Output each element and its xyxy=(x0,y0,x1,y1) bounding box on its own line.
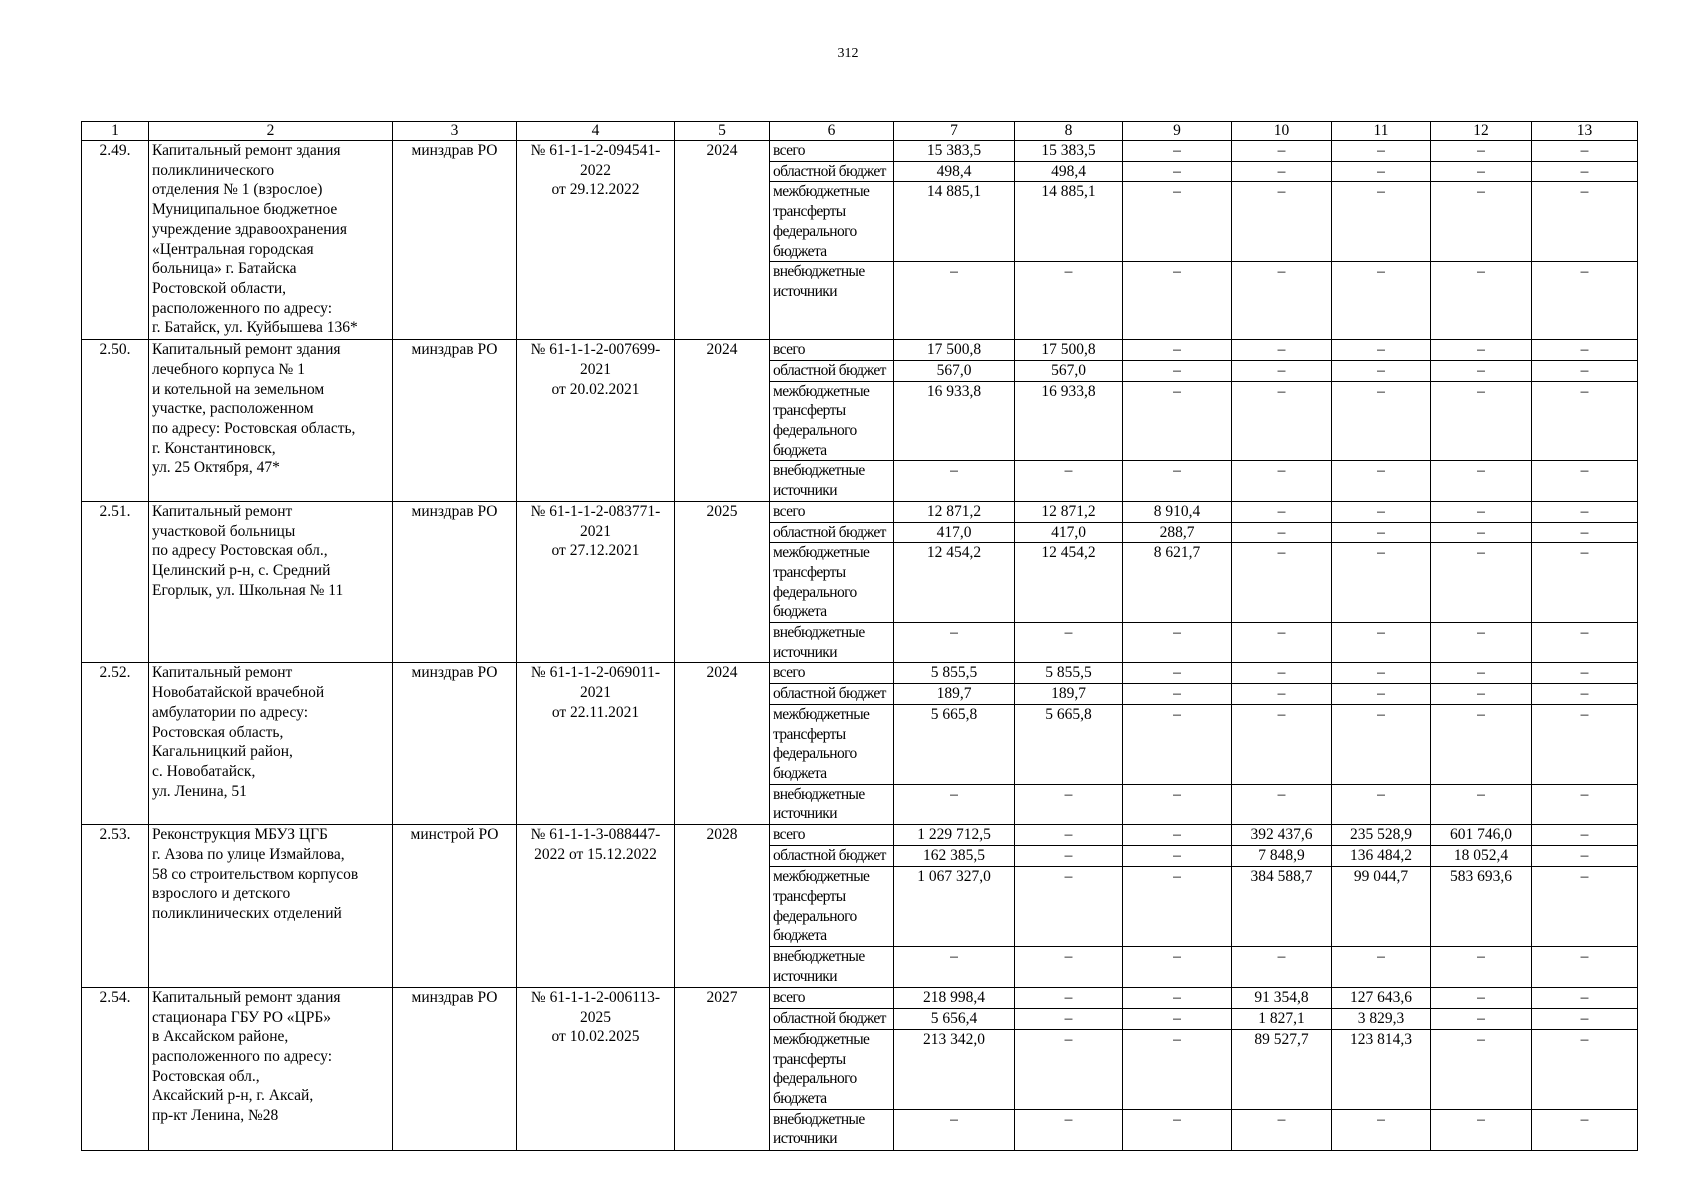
funding-source-label: всего xyxy=(770,501,894,522)
funding-source-label: межбюджетные трансферты федерального бюджета xyxy=(770,704,894,784)
amount-cell: – xyxy=(1332,141,1431,162)
amount-cell: 12 454,2 xyxy=(894,543,1015,623)
amount-cell: – xyxy=(1332,161,1431,182)
amount-cell: 12 454,2 xyxy=(1015,543,1123,623)
amount-cell: – xyxy=(1332,784,1431,824)
amount-cell: – xyxy=(1431,360,1532,381)
amount-cell: – xyxy=(1232,161,1332,182)
amount-cell: – xyxy=(1015,461,1123,501)
column-header: 1 xyxy=(82,122,149,141)
amount-cell: 235 528,9 xyxy=(1332,825,1431,846)
amount-cell: 5 855,5 xyxy=(894,663,1015,684)
table-row xyxy=(82,340,1638,361)
amount-cell: – xyxy=(894,1109,1015,1150)
object-name: Капитальный ремонт здания лечебного корпуса № 1 и котельной на земельном участке, расположенном по адресу: Ростовская область, г. Константиновск, ул. 25 Октября, 47* xyxy=(149,340,393,502)
funding-source-label: межбюджетные трансферты федерального бюджета xyxy=(770,381,894,461)
amount-cell: – xyxy=(1431,684,1532,705)
amount-cell: 99 044,7 xyxy=(1332,867,1431,947)
amount-cell: 1 067 327,0 xyxy=(894,867,1015,947)
amount-cell: – xyxy=(1123,461,1232,501)
column-header: 6 xyxy=(770,122,894,141)
amount-cell: 5 665,8 xyxy=(894,704,1015,784)
funding-source-label: внебюджетные источники xyxy=(770,461,894,501)
completion-year: 2025 xyxy=(675,501,770,663)
object-name: Капитальный ремонт участковой больницы по адресу Ростовская обл., Целинский р-н, с. Средний Егорлык, ул. Школьная № 11 xyxy=(149,501,393,663)
amount-cell: – xyxy=(1431,461,1532,501)
amount-cell: – xyxy=(1232,360,1332,381)
funding-source-label: внебюджетные источники xyxy=(770,1109,894,1150)
amount-cell: – xyxy=(1123,381,1232,461)
amount-cell: – xyxy=(1332,182,1431,262)
amount-cell: – xyxy=(1431,543,1532,623)
amount-cell: – xyxy=(1532,262,1638,340)
amount-cell: 18 052,4 xyxy=(1431,846,1532,867)
amount-cell: – xyxy=(1431,182,1532,262)
amount-cell: – xyxy=(1123,360,1232,381)
column-header: 4 xyxy=(517,122,675,141)
amount-cell: – xyxy=(1431,704,1532,784)
funding-source-label: областной бюджет xyxy=(770,161,894,182)
amount-cell: 16 933,8 xyxy=(1015,381,1123,461)
amount-cell: – xyxy=(1332,360,1431,381)
amount-cell: 5 665,8 xyxy=(1015,704,1123,784)
amount-cell: 8 910,4 xyxy=(1123,501,1232,522)
expertise-document: № 61-1-1-3-088447- 2022 от 15.12.2022 xyxy=(517,825,675,988)
amount-cell: – xyxy=(1431,161,1532,182)
amount-cell: – xyxy=(1015,784,1123,824)
amount-cell: – xyxy=(1232,623,1332,663)
amount-cell: – xyxy=(1532,161,1638,182)
amount-cell: – xyxy=(1532,141,1638,162)
amount-cell: – xyxy=(1232,543,1332,623)
amount-cell: – xyxy=(1532,867,1638,947)
funding-source-label: всего xyxy=(770,340,894,361)
amount-cell: – xyxy=(1232,141,1332,162)
amount-cell: – xyxy=(1232,946,1332,987)
amount-cell: – xyxy=(1532,1109,1638,1150)
amount-cell: 392 437,6 xyxy=(1232,825,1332,846)
funding-source-label: областной бюджет xyxy=(770,360,894,381)
amount-cell: – xyxy=(1015,846,1123,867)
item-number: 2.53. xyxy=(82,825,149,988)
amount-cell: – xyxy=(1332,623,1431,663)
amount-cell: 17 500,8 xyxy=(894,340,1015,361)
expertise-document: № 61-1-1-2-094541- 2022 от 29.12.2022 xyxy=(517,141,675,340)
amount-cell: 5 656,4 xyxy=(894,1008,1015,1029)
amount-cell: – xyxy=(1123,987,1232,1008)
expertise-document: № 61-1-1-2-069011- 2021 от 22.11.2021 xyxy=(517,663,675,825)
amount-cell: – xyxy=(1123,946,1232,987)
amount-cell: – xyxy=(1332,543,1431,623)
table-row xyxy=(82,987,1638,1008)
column-number-row xyxy=(82,122,1638,141)
amount-cell: – xyxy=(1431,262,1532,340)
amount-cell: – xyxy=(1232,663,1332,684)
amount-cell: 5 855,5 xyxy=(1015,663,1123,684)
amount-cell: – xyxy=(894,262,1015,340)
completion-year: 2024 xyxy=(675,663,770,825)
amount-cell: – xyxy=(1232,522,1332,543)
amount-cell: – xyxy=(1232,501,1332,522)
responsible-agency: минздрав РО xyxy=(393,141,517,340)
amount-cell: – xyxy=(1431,1008,1532,1029)
amount-cell: 218 998,4 xyxy=(894,987,1015,1008)
amount-cell: – xyxy=(1015,867,1123,947)
amount-cell: – xyxy=(1532,704,1638,784)
completion-year: 2024 xyxy=(675,141,770,340)
amount-cell: – xyxy=(1232,381,1332,461)
amount-cell: 288,7 xyxy=(1123,522,1232,543)
amount-cell: – xyxy=(1232,784,1332,824)
amount-cell: – xyxy=(1232,1109,1332,1150)
funding-source-label: внебюджетные источники xyxy=(770,623,894,663)
amount-cell: 16 933,8 xyxy=(894,381,1015,461)
amount-cell: – xyxy=(1123,340,1232,361)
object-name: Капитальный ремонт здания поликлинического отделения № 1 (взрослое) Муниципальное бюджетное учреждение здравоохранения «Центральная городская больница» г. Батайска Ростовской области, расположенного по адресу: г. Батайск, ул. Куйбышева 136* xyxy=(149,141,393,340)
completion-year: 2028 xyxy=(675,825,770,988)
amount-cell: – xyxy=(1332,522,1431,543)
responsible-agency: минздрав РО xyxy=(393,501,517,663)
funding-source-label: всего xyxy=(770,825,894,846)
amount-cell: – xyxy=(1431,501,1532,522)
item-number: 2.50. xyxy=(82,340,149,502)
funding-source-label: межбюджетные трансферты федерального бюджета xyxy=(770,182,894,262)
amount-cell: – xyxy=(1332,461,1431,501)
amount-cell: – xyxy=(1123,867,1232,947)
amount-cell: – xyxy=(1431,381,1532,461)
amount-cell: 189,7 xyxy=(894,684,1015,705)
amount-cell: – xyxy=(1532,501,1638,522)
amount-cell: – xyxy=(1123,704,1232,784)
amount-cell: – xyxy=(1123,161,1232,182)
amount-cell: – xyxy=(894,946,1015,987)
page-number: 312 xyxy=(837,46,859,61)
amount-cell: – xyxy=(1431,340,1532,361)
funding-source-label: межбюджетные трансферты федерального бюджета xyxy=(770,543,894,623)
funding-source-label: внебюджетные источники xyxy=(770,784,894,824)
amount-cell: – xyxy=(1332,501,1431,522)
amount-cell: 14 885,1 xyxy=(894,182,1015,262)
table-row xyxy=(82,825,1638,846)
funding-source-label: областной бюджет xyxy=(770,1008,894,1029)
amount-cell: – xyxy=(1532,543,1638,623)
amount-cell: 567,0 xyxy=(894,360,1015,381)
amount-cell: 127 643,6 xyxy=(1332,987,1431,1008)
amount-cell: – xyxy=(1232,340,1332,361)
amount-cell: – xyxy=(1123,846,1232,867)
amount-cell: – xyxy=(1532,381,1638,461)
amount-cell: 14 885,1 xyxy=(1015,182,1123,262)
completion-year: 2024 xyxy=(675,340,770,502)
responsible-agency: минстрой РО xyxy=(393,825,517,988)
completion-year: 2027 xyxy=(675,987,770,1150)
object-name: Капитальный ремонт здания стационара ГБУ РО «ЦРБ» в Аксайском районе, расположенного по адресу: Ростовская обл., Аксайский р-н, г. Аксай, пр-кт Ленина, №28 xyxy=(149,987,393,1150)
amount-cell: – xyxy=(1431,663,1532,684)
funding-source-label: всего xyxy=(770,987,894,1008)
amount-cell: 1 827,1 xyxy=(1232,1008,1332,1029)
amount-cell: – xyxy=(1015,262,1123,340)
funding-source-label: межбюджетные трансферты федерального бюджета xyxy=(770,1029,894,1109)
amount-cell: – xyxy=(1431,1029,1532,1109)
funding-source-label: всего xyxy=(770,663,894,684)
amount-cell: – xyxy=(1332,262,1431,340)
amount-cell: 384 588,7 xyxy=(1232,867,1332,947)
amount-cell: – xyxy=(1123,1109,1232,1150)
item-number: 2.52. xyxy=(82,663,149,825)
amount-cell: 567,0 xyxy=(1015,360,1123,381)
amount-cell: – xyxy=(894,784,1015,824)
amount-cell: – xyxy=(1532,1008,1638,1029)
amount-cell: – xyxy=(1431,784,1532,824)
amount-cell: – xyxy=(1123,182,1232,262)
column-header: 2 xyxy=(149,122,393,141)
table-row xyxy=(82,141,1638,162)
expertise-document: № 61-1-1-2-006113- 2025 от 10.02.2025 xyxy=(517,987,675,1150)
amount-cell: – xyxy=(1015,1109,1123,1150)
amount-cell: 136 484,2 xyxy=(1332,846,1431,867)
amount-cell: 601 746,0 xyxy=(1431,825,1532,846)
amount-cell: – xyxy=(1123,825,1232,846)
amount-cell: – xyxy=(1015,825,1123,846)
amount-cell: – xyxy=(1123,1008,1232,1029)
table-row xyxy=(82,663,1638,684)
amount-cell: 15 383,5 xyxy=(1015,141,1123,162)
amount-cell: – xyxy=(1332,663,1431,684)
funding-source-label: всего xyxy=(770,141,894,162)
amount-cell: – xyxy=(1532,360,1638,381)
amount-cell: – xyxy=(1332,381,1431,461)
amount-cell: 89 527,7 xyxy=(1232,1029,1332,1109)
amount-cell: 189,7 xyxy=(1015,684,1123,705)
amount-cell: 17 500,8 xyxy=(1015,340,1123,361)
amount-cell: 3 829,3 xyxy=(1332,1008,1431,1029)
responsible-agency: минздрав РО xyxy=(393,663,517,825)
amount-cell: – xyxy=(1232,684,1332,705)
column-header: 8 xyxy=(1015,122,1123,141)
amount-cell: – xyxy=(1431,141,1532,162)
amount-cell: 1 229 712,5 xyxy=(894,825,1015,846)
amount-cell: – xyxy=(1532,825,1638,846)
column-header: 10 xyxy=(1232,122,1332,141)
amount-cell: – xyxy=(1332,340,1431,361)
item-number: 2.54. xyxy=(82,987,149,1150)
amount-cell: – xyxy=(1332,946,1431,987)
amount-cell: 7 848,9 xyxy=(1232,846,1332,867)
amount-cell: – xyxy=(1123,1029,1232,1109)
amount-cell: 417,0 xyxy=(1015,522,1123,543)
object-name: Реконструкция МБУЗ ЦГБ г. Азова по улице Измайлова, 58 со строительством корпусов взрослого и детского поликлинических отделений xyxy=(149,825,393,988)
amount-cell: – xyxy=(1123,141,1232,162)
amount-cell: 8 621,7 xyxy=(1123,543,1232,623)
amount-cell: – xyxy=(1015,1029,1123,1109)
amount-cell: 583 693,6 xyxy=(1431,867,1532,947)
amount-cell: – xyxy=(1532,1029,1638,1109)
amount-cell: – xyxy=(1532,684,1638,705)
responsible-agency: минздрав РО xyxy=(393,340,517,502)
budget-table xyxy=(81,121,1638,1151)
column-header: 13 xyxy=(1532,122,1638,141)
table-row xyxy=(82,501,1638,522)
amount-cell: – xyxy=(1123,684,1232,705)
amount-cell: 91 354,8 xyxy=(1232,987,1332,1008)
amount-cell: – xyxy=(1532,340,1638,361)
amount-cell: 15 383,5 xyxy=(894,141,1015,162)
amount-cell: – xyxy=(1532,846,1638,867)
amount-cell: 162 385,5 xyxy=(894,846,1015,867)
amount-cell: – xyxy=(1431,522,1532,543)
expertise-document: № 61-1-1-2-007699- 2021 от 20.02.2021 xyxy=(517,340,675,502)
funding-source-label: внебюджетные источники xyxy=(770,262,894,340)
funding-source-label: внебюджетные источники xyxy=(770,946,894,987)
amount-cell: – xyxy=(1532,987,1638,1008)
item-number: 2.51. xyxy=(82,501,149,663)
amount-cell: – xyxy=(1232,704,1332,784)
amount-cell: – xyxy=(1532,784,1638,824)
funding-source-label: областной бюджет xyxy=(770,846,894,867)
amount-cell: – xyxy=(894,623,1015,663)
amount-cell: – xyxy=(1431,1109,1532,1150)
amount-cell: – xyxy=(1532,946,1638,987)
funding-source-label: межбюджетные трансферты федерального бюджета xyxy=(770,867,894,947)
amount-cell: – xyxy=(1431,987,1532,1008)
amount-cell: – xyxy=(1123,623,1232,663)
amount-cell: – xyxy=(1015,1008,1123,1029)
amount-cell: – xyxy=(1431,623,1532,663)
item-number: 2.49. xyxy=(82,141,149,340)
amount-cell: – xyxy=(1532,522,1638,543)
amount-cell: – xyxy=(1532,461,1638,501)
amount-cell: – xyxy=(1232,262,1332,340)
amount-cell: – xyxy=(1332,704,1431,784)
amount-cell: 498,4 xyxy=(1015,161,1123,182)
amount-cell: 417,0 xyxy=(894,522,1015,543)
funding-source-label: областной бюджет xyxy=(770,522,894,543)
amount-cell: – xyxy=(1532,182,1638,262)
amount-cell: 12 871,2 xyxy=(1015,501,1123,522)
responsible-agency: минздрав РО xyxy=(393,987,517,1150)
column-header: 9 xyxy=(1123,122,1232,141)
column-header: 7 xyxy=(894,122,1015,141)
amount-cell: – xyxy=(1123,784,1232,824)
column-header: 11 xyxy=(1332,122,1431,141)
amount-cell: – xyxy=(1015,987,1123,1008)
amount-cell: – xyxy=(1123,262,1232,340)
amount-cell: – xyxy=(894,461,1015,501)
column-header: 12 xyxy=(1431,122,1532,141)
amount-cell: – xyxy=(1015,623,1123,663)
amount-cell: – xyxy=(1232,182,1332,262)
funding-source-label: областной бюджет xyxy=(770,684,894,705)
amount-cell: 213 342,0 xyxy=(894,1029,1015,1109)
amount-cell: – xyxy=(1332,684,1431,705)
amount-cell: 123 814,3 xyxy=(1332,1029,1431,1109)
amount-cell: – xyxy=(1332,1109,1431,1150)
amount-cell: 12 871,2 xyxy=(894,501,1015,522)
expertise-document: № 61-1-1-2-083771- 2021 от 27.12.2021 xyxy=(517,501,675,663)
amount-cell: – xyxy=(1123,663,1232,684)
amount-cell: – xyxy=(1532,623,1638,663)
amount-cell: – xyxy=(1015,946,1123,987)
amount-cell: 498,4 xyxy=(894,161,1015,182)
column-header: 3 xyxy=(393,122,517,141)
column-header: 5 xyxy=(675,122,770,141)
amount-cell: – xyxy=(1431,946,1532,987)
amount-cell: – xyxy=(1532,663,1638,684)
amount-cell: – xyxy=(1232,461,1332,501)
object-name: Капитальный ремонт Новобатайской врачебной амбулатории по адресу: Ростовская область, Кагальницкий район, с. Новобатайск, ул. Ленина, 51 xyxy=(149,663,393,825)
